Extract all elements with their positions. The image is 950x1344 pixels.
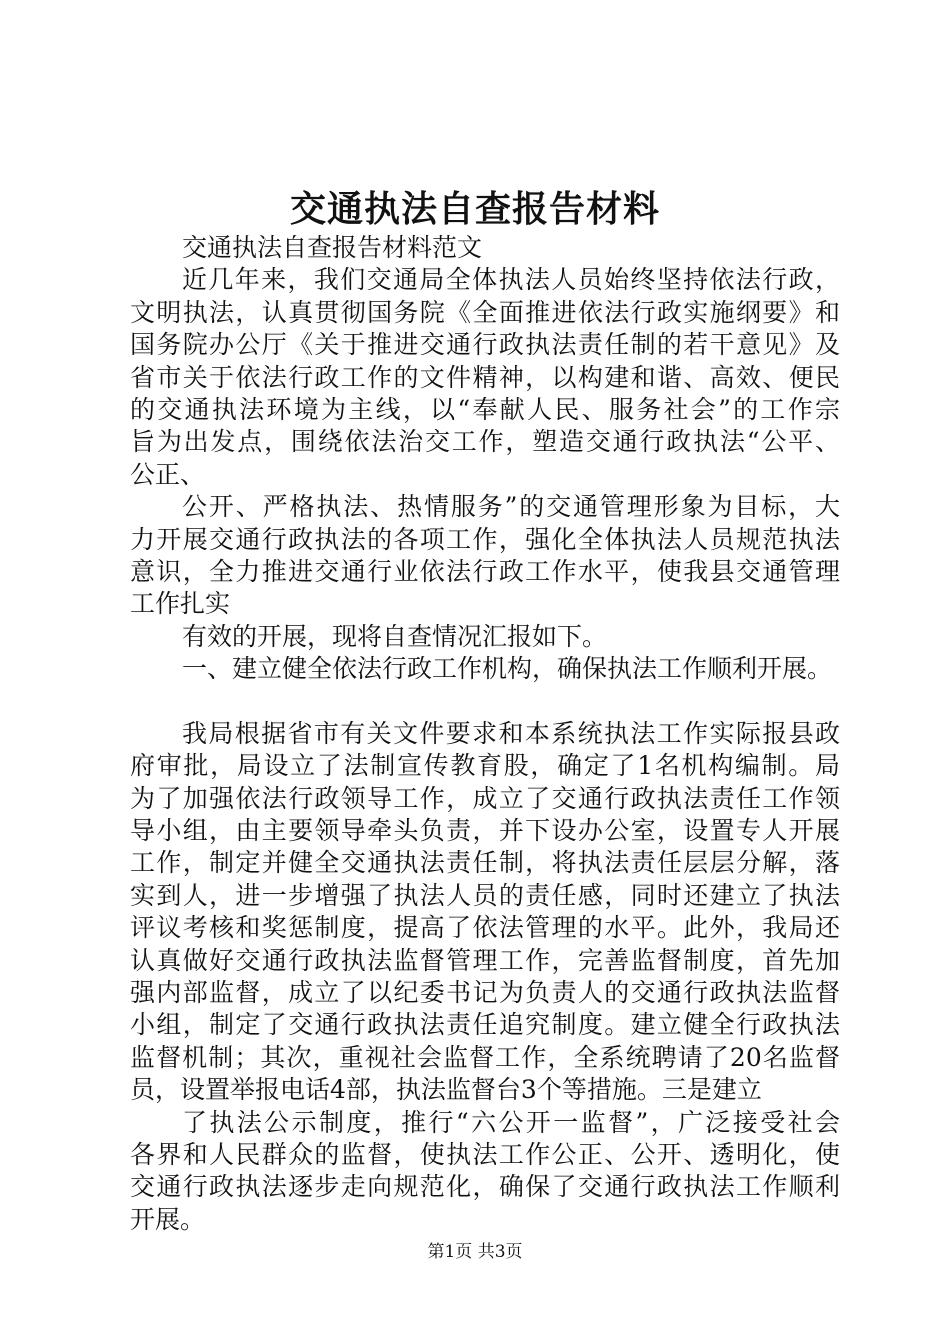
paragraph-line: 有效的开展，现将自查情况汇报如下。 [182,621,608,651]
paragraph-line: 交通行政执法逐步走向规范化，确保了交通行政执法工作顺利 [130,1172,840,1202]
document-title: 交通执法自查报告材料 [289,188,660,230]
paragraph-line: 小组，制定了交通行政执法责任追究制度。建立健全行政执法 [130,1010,840,1040]
paragraph-line: 评议考核和奖惩制度，提高了依法管理的水平。此外，我局还 [130,913,840,943]
paragraph-line: 开展。 [130,1204,206,1234]
paragraph-line: 工作，制定并健全交通执法责任制，将执法责任层层分解，落 [130,848,840,878]
paragraph-line: 认真做好交通行政执法监督管理工作，完善监督制度，首先加 [130,945,840,975]
paragraph-line: 员，设置举报电话4部，执法监督台3个等措施。三是建立 [130,1075,762,1105]
document-body [130,232,840,1236]
paragraph-line: 意识，全力推进交通行业依法行政工作水平，使我县交通管理 [130,556,840,586]
paragraph-line: 力开展交通行政执法的各项工作，强化全体执法人员规范执法 [130,524,840,554]
paragraph-line: 文明执法，认真贯彻国务院《全面推进依法行政实施纲要》和 [130,297,840,327]
paragraph-line: 省市关于依法行政工作的文件精神，以构建和谐、高效、便民 [130,362,840,392]
paragraph-line: 强内部监督，成立了以纪委书记为负责人的交通行政执法监督 [130,977,840,1007]
paragraph-line: 公开、严格执法、热情服务”的交通管理形象为目标，大 [182,492,840,522]
subtitle-line: 交通执法自查报告材料范文 [182,233,483,262]
paragraph-line: 公正、 [130,459,206,489]
paragraph-line: 工作扎实 [130,589,231,619]
paragraph-line: 了执法公示制度，推行“六公开一监督”，广泛接受社会 [182,1107,840,1137]
paragraph-line: 府审批，局设立了法制宣传教育股，确定了1名机构编制。局 [130,751,840,781]
paragraph-line: 的交通执法环境为主线，以“奉献人民、服务社会”的工作宗 [130,394,840,424]
paragraph-line: 为了加强依法行政领导工作，成立了交通行政执法责任工作领 [130,783,840,813]
paragraph-line: 实到人，进一步增强了执法人员的责任感，同时还建立了执法 [130,880,840,910]
paragraph-line: 监督机制；其次，重视社会监督工作，全系统聘请了20名监督 [130,1042,840,1072]
paragraph-line: 近几年来，我们交通局全体执法人员始终坚持依法行政， [182,265,840,295]
blank-line [130,685,840,717]
paragraph-line: 国务院办公厅《关于推进交通行政执法责任制的若干意见》及 [130,330,840,360]
section-heading: 一、建立健全依法行政工作机构，确保执法工作顺利开展。 [182,654,833,684]
paragraph-line: 各界和人民群众的监督，使执法工作公正、公开、透明化，使 [130,1139,840,1169]
paragraph-line: 我局根据省市有关文件要求和本系统执法工作实际报县政 [182,718,840,748]
paragraph-line: 旨为出发点，围绕依法治交工作，塑造交通行政执法“公平、 [130,427,840,457]
paragraph-line: 导小组，由主要领导牵头负责，并下设办公室，设置专人开展 [130,816,840,846]
page-footer: 第1页 共3页 [427,1242,523,1262]
